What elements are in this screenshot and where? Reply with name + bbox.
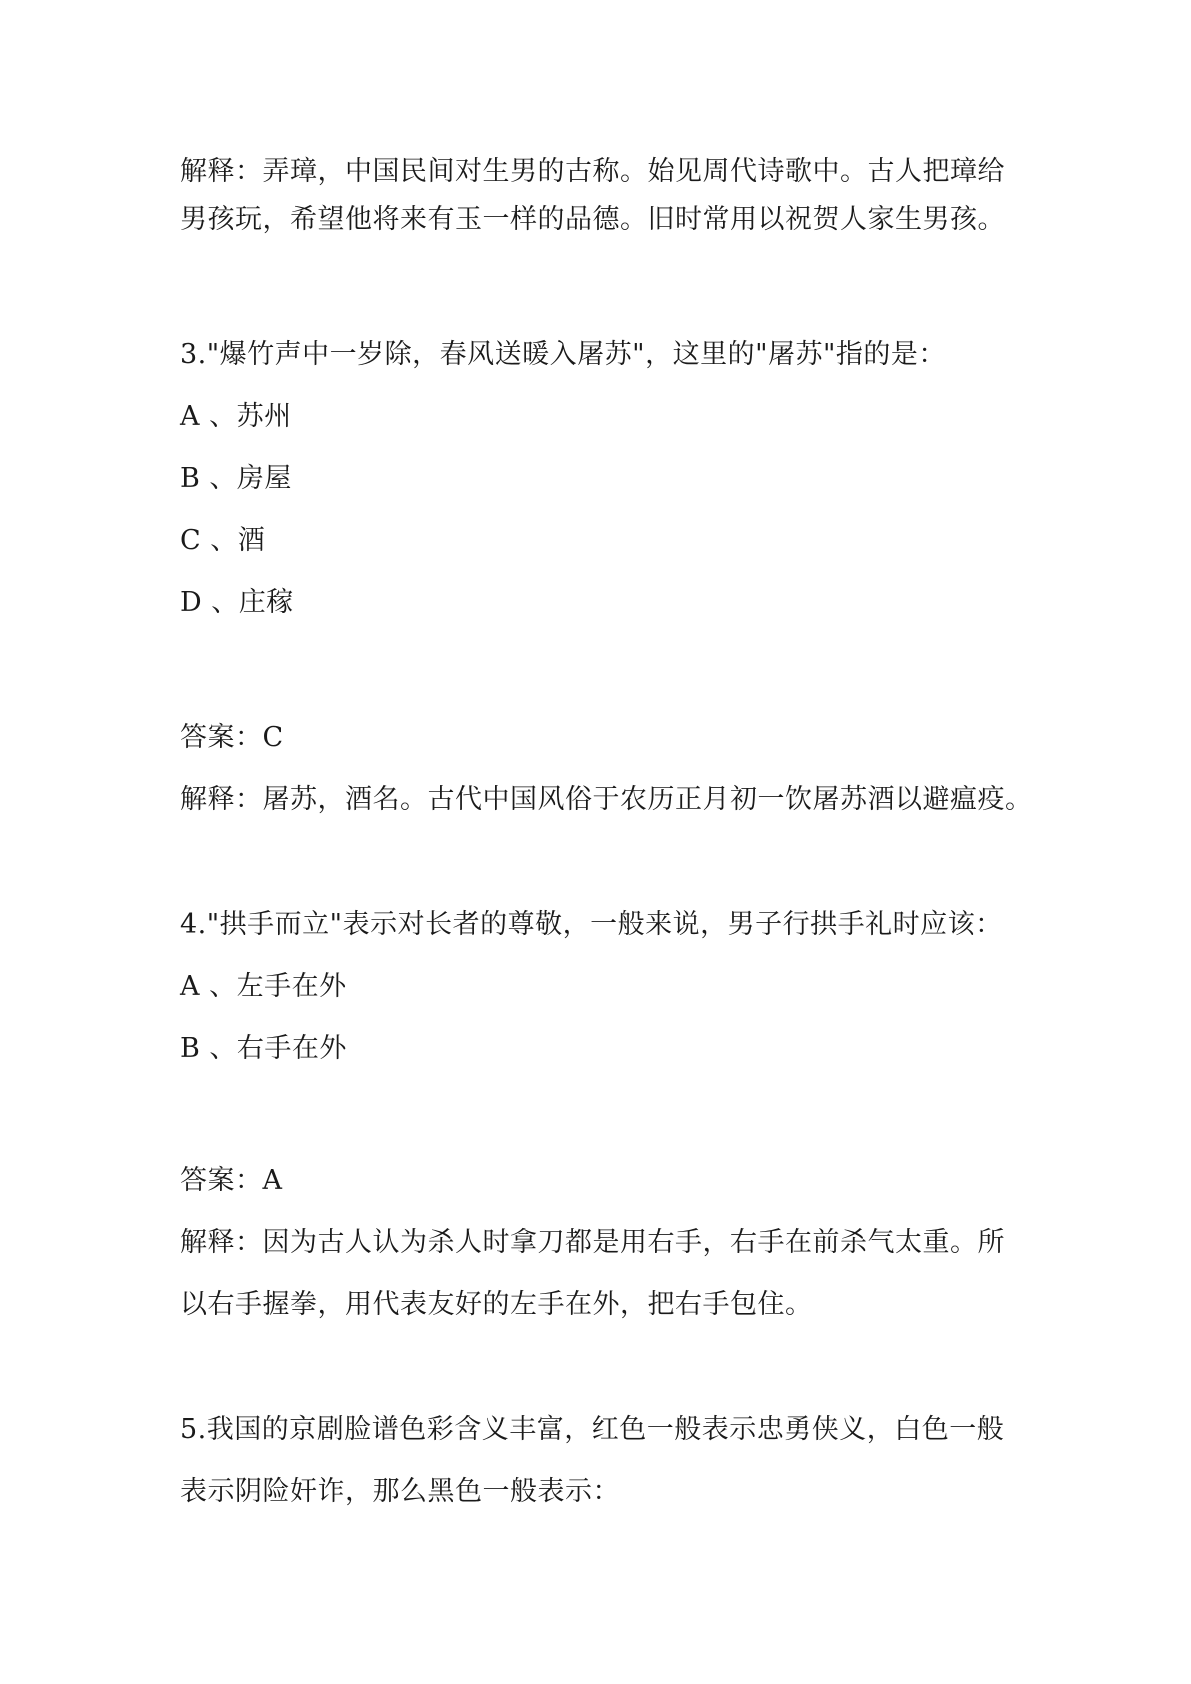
q4-question: 4."拱手而立"表示对长者的尊敬，一般来说，男子行拱手礼时应该：: [180, 909, 1003, 940]
q4-explanation-line-2: 以右手握拳，用代表友好的左手在外，把右手包住。: [180, 1289, 813, 1320]
q4-option-b: B 、右手在外: [180, 1033, 347, 1064]
q2-explanation-line-1: 解释：弄璋，中国民间对生男的古称。始见周代诗歌中。古人把璋给: [180, 156, 1005, 187]
q5-question-line-2: 表示阴险奸诈，那么黑色一般表示：: [180, 1476, 620, 1507]
q3-answer: 答案：C: [180, 722, 284, 753]
q3-question: 3."爆竹声中一岁除，春风送暖入屠苏"，这里的"屠苏"指的是：: [180, 339, 946, 370]
q3-explanation: 解释：屠苏，酒名。古代中国风俗于农历正月初一饮屠苏酒以避瘟疫。: [180, 784, 1033, 815]
q3-option-c: C 、酒: [180, 525, 266, 556]
q3-option-b: B 、房屋: [180, 463, 292, 494]
q2-explanation-line-2: 男孩玩，希望他将来有玉一样的品德。旧时常用以祝贺人家生男孩。: [180, 204, 1005, 235]
q4-explanation-line-1: 解释：因为古人认为杀人时拿刀都是用右手，右手在前杀气太重。所: [180, 1227, 1005, 1258]
q3-option-d: D 、庄稼: [180, 587, 294, 618]
q3-option-a: A 、苏州: [180, 401, 292, 432]
q5-question-line-1: 5.我国的京剧脸谱色彩含义丰富，红色一般表示忠勇侠义，白色一般: [180, 1414, 1005, 1445]
q4-option-a: A 、左手在外: [180, 971, 347, 1002]
q4-answer: 答案：A: [180, 1165, 283, 1196]
